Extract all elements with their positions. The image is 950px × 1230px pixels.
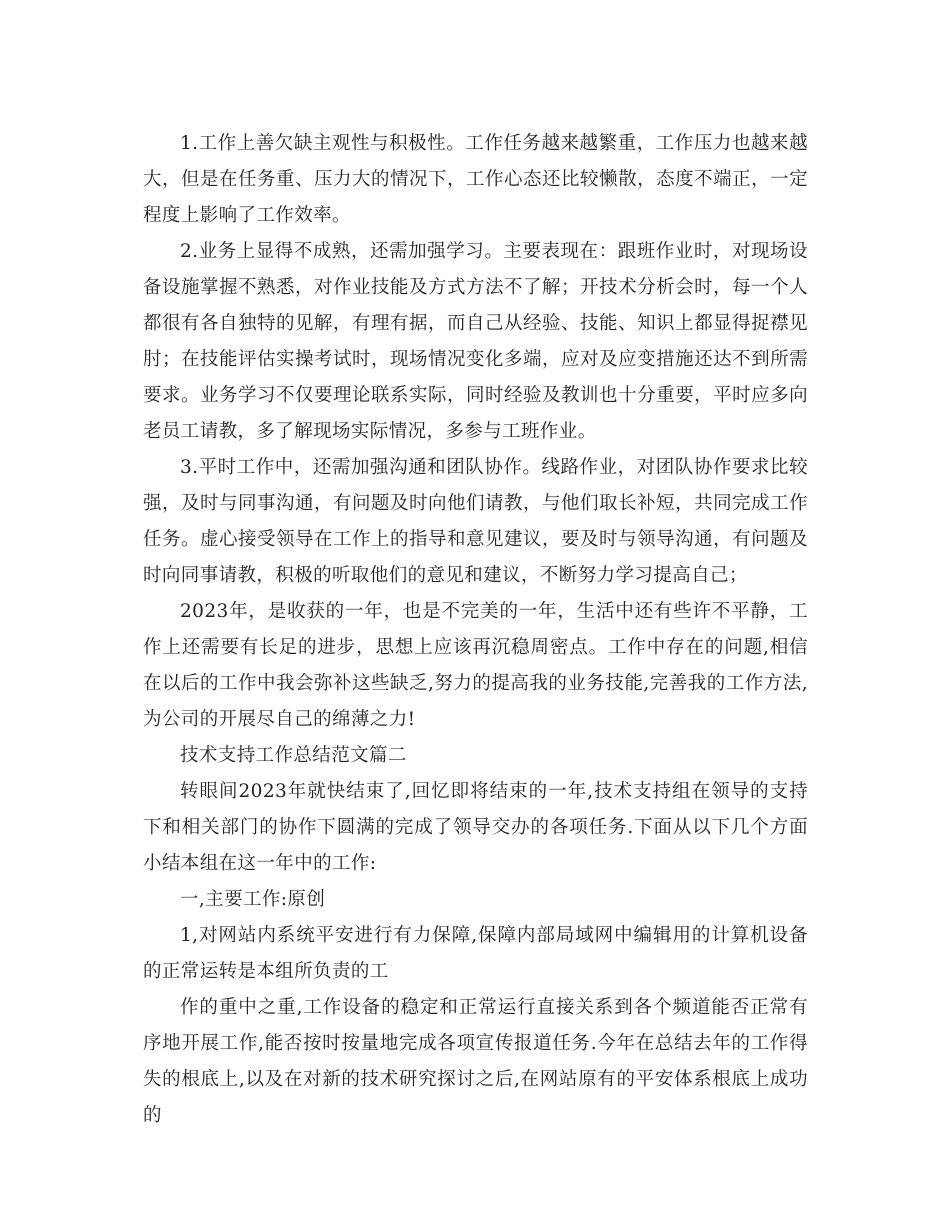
paragraph-work-item-1: 1,对网站内系统平安进行有力保障,保障内部局域网中编辑用的计算机设备的正常运转是本组所负责的工 [143, 925, 808, 982]
subheading-main-work: 一,主要工作:原创 [180, 889, 326, 910]
paragraph-shortcoming-2: 2.业务上显得不成熟，还需加强学习。主要表现在：跟班作业时，对现场设备设施掌握不熟悉，对作业技能及方式方法不了解；开技术分析会时，每一个人都很有各自独特的见解，有理有据，而自己从经验、技能、知识上都显得捉襟见肘；在技能评估实操考试时，现场情况变化多端，应对及应变措施还达不到所需要求。业务学习不仅要理论联系实际，同时经验及教训也十分重要，平时应多向老员工请教，多了解现场实际情况，多参与工班作业。 [143, 241, 808, 442]
paragraph-shortcoming-1: 1.工作上善欠缺主观性与积极性。工作任务越来越繁重，工作压力也越来越大，但是在任务重、压力大的情况下，工作心态还比较懒散，态度不端正，一定程度上影响了工作效率。 [143, 133, 808, 226]
paragraph-shortcoming-3: 3.平时工作中，还需加强沟通和团队协作。线路作业，对团队协作要求比较强，及时与同事沟通，有问题及时向他们请教，与他们取长补短，共同完成工作任务。虚心接受领导在工作上的指导和意见建议，要及时与领导沟通，有问题及时向同事请教，积极的听取他们的意见和建议，不断努力学习提高自己； [143, 457, 808, 586]
paragraph-year-summary: 2023年，是收获的一年，也是不完美的一年，生活中还有些许不平静，工作上还需要有长足的进步，思想上应该再沉稳周密点。工作中存在的问题,相信在以后的工作中我会弥补这些缺乏,努力的提高我的业务技能,完善我的工作方法,为公司的开展尽自己的绵薄之力! [143, 601, 808, 730]
document-body [143, 126, 808, 1134]
paragraph-work-item-1-continued: 作的重中之重,工作设备的稳定和正常运行直接关系到各个频道能否正常有序地开展工作,能否按时按量地完成各项宣传报道任务.今年在总结去年的工作得失的根底上,以及在对新的技术研究探讨之后,在网站原有的平安体系根底上成功的 [143, 997, 808, 1126]
paragraph-intro: 转眼间2023年就快结束了,回忆即将结束的一年,技术支持组在领导的支持下和相关部门的协作下圆满的完成了领导交办的各项任务.下面从以下几个方面小结本组在这一年中的工作: [143, 781, 808, 874]
section-heading-part-two: 技术支持工作总结范文篇二 [180, 745, 407, 766]
